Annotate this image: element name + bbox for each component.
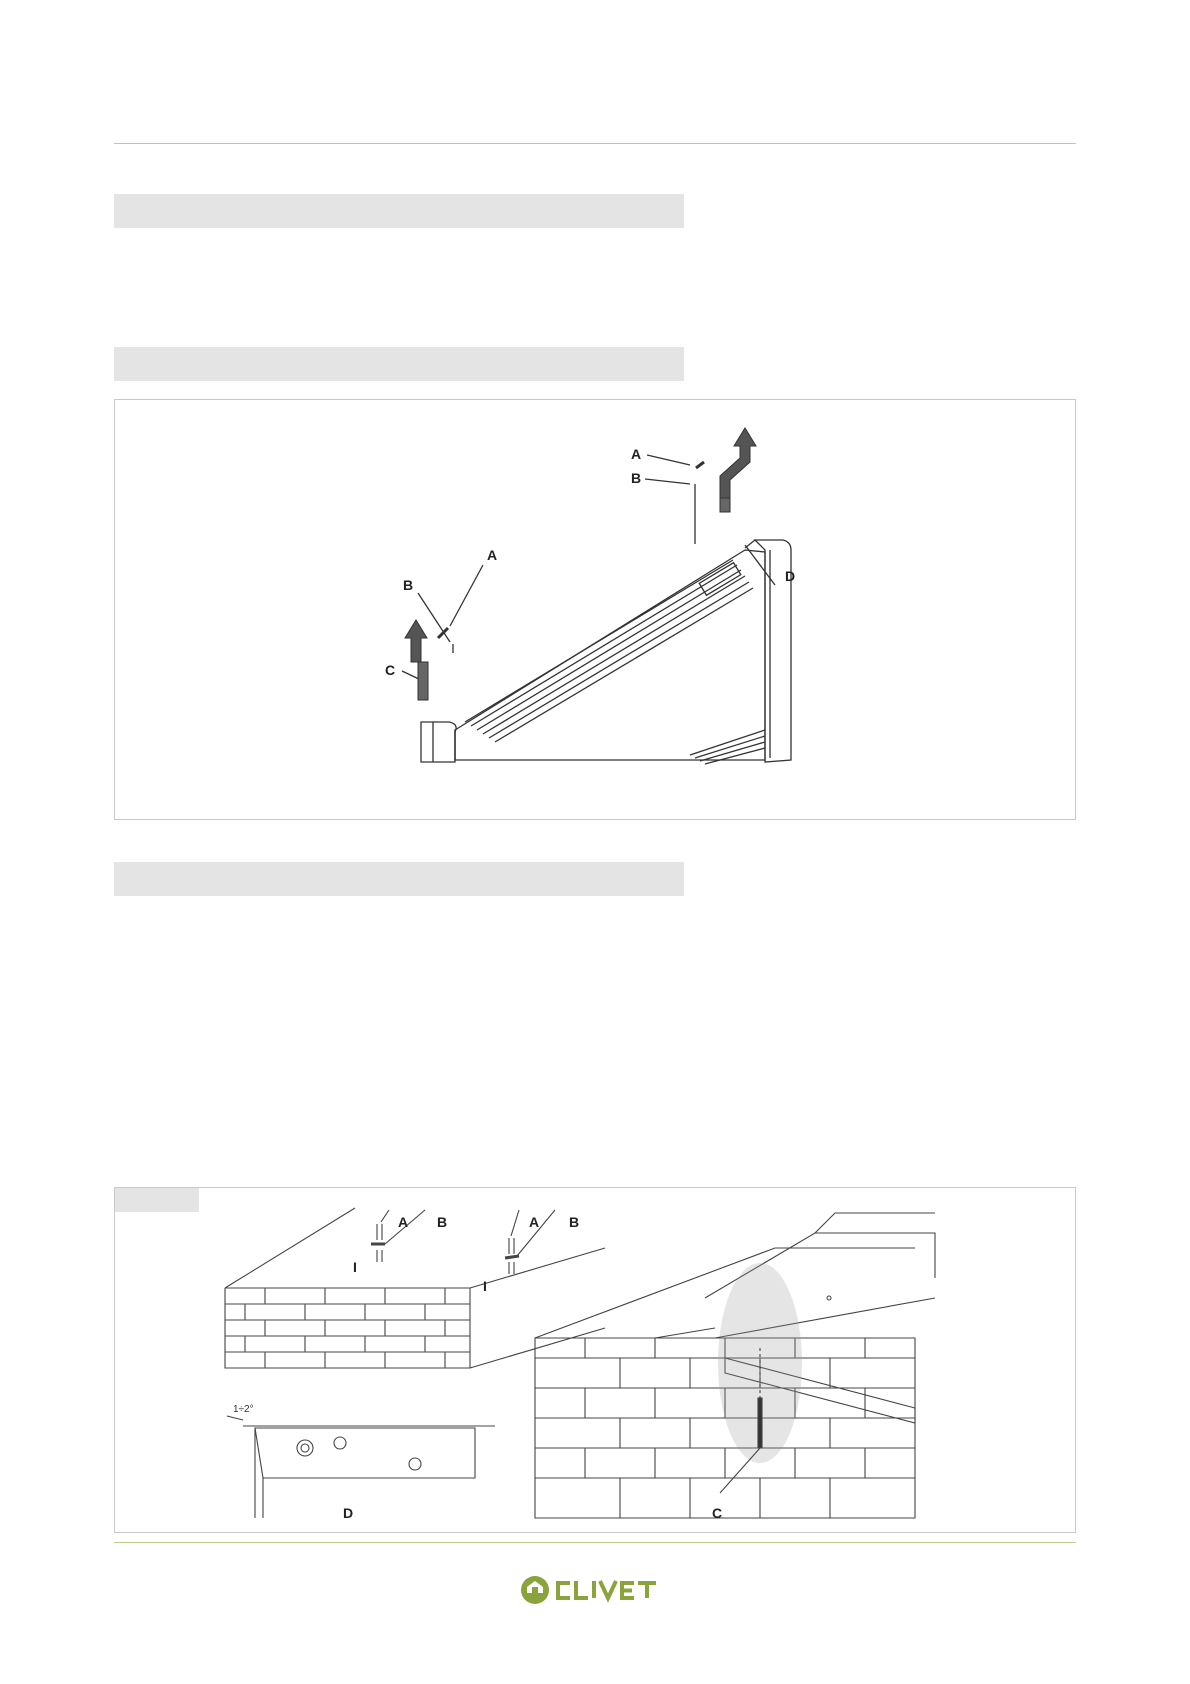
- header-rule: [114, 143, 1076, 144]
- clivet-logo-icon: [521, 1576, 549, 1604]
- fig1-label-b-right: B: [631, 470, 642, 486]
- fig2-label-i-right: I: [483, 1278, 487, 1294]
- fig2-label-a-right: A: [529, 1214, 540, 1230]
- fig2-label-a-left: A: [398, 1214, 409, 1230]
- fig2-label-i-left: I: [353, 1259, 357, 1275]
- fig2-label-c: C: [712, 1505, 723, 1521]
- fig1-label-a-right: A: [631, 446, 642, 462]
- fig1-label-b-left: B: [403, 577, 414, 593]
- figure-ceiling-installation: [114, 1187, 1076, 1533]
- section-bar-1: [114, 194, 684, 228]
- fig1-label-c: C: [385, 662, 396, 678]
- fig2-label-d: D: [343, 1505, 354, 1521]
- ceiling-illustration: [115, 1188, 1077, 1534]
- section-bar-3: [114, 862, 684, 896]
- figure-side-panel-removal: [114, 399, 1076, 820]
- footer-rule: [114, 1542, 1076, 1543]
- unit-illustration: [115, 400, 1077, 821]
- fig1-label-d: D: [785, 568, 796, 584]
- fig2-label-b-right: B: [569, 1214, 580, 1230]
- clivet-logo: [518, 1573, 668, 1607]
- section-bar-2: [114, 347, 684, 381]
- fig1-label-a-left: A: [487, 547, 498, 563]
- fig2-label-b-left: B: [437, 1214, 448, 1230]
- fig2-angle-label: 1÷2°: [233, 1404, 254, 1415]
- clivet-logo-wordmark: [558, 1581, 656, 1598]
